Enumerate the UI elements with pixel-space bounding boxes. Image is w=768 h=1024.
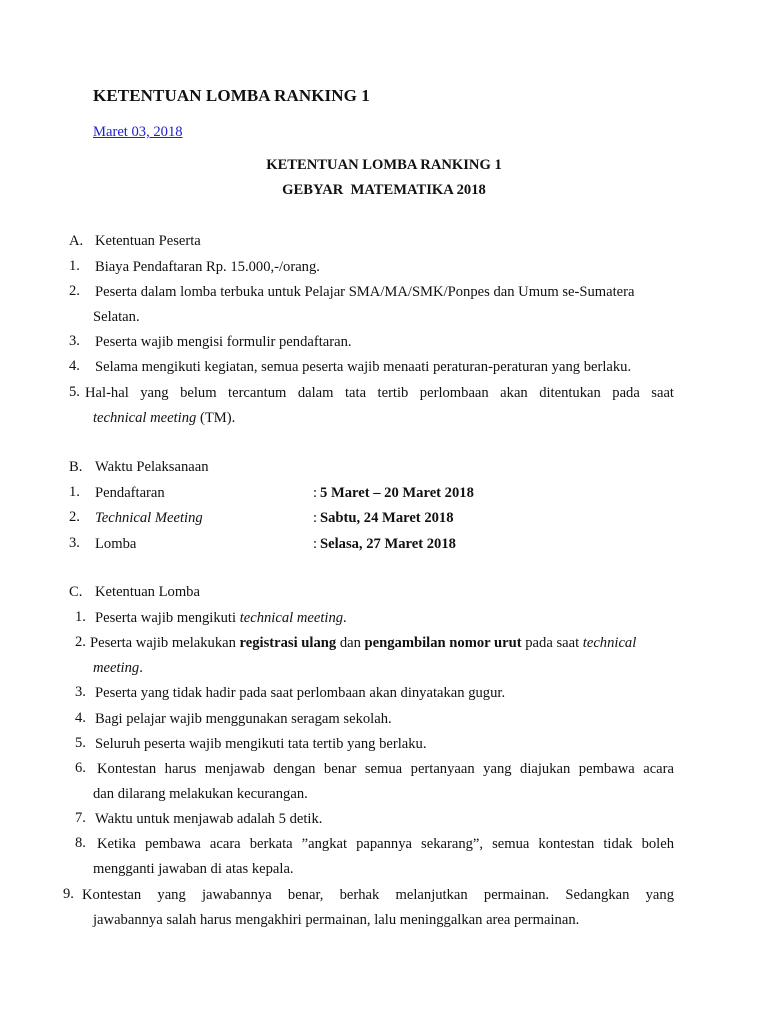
rule-2-num: 2. (75, 634, 86, 650)
schedule-row-1-num: 1. (69, 484, 80, 500)
schedule-row-2-sep: : (313, 510, 321, 526)
section-a-item-5-num: 5. (69, 384, 80, 400)
rule-6-text-cont: dan dilarang melakukan kecurangan. (93, 786, 308, 802)
rule-3-num: 3. (75, 684, 86, 700)
rule-2-text-cont (93, 659, 143, 677)
rule-2-text (90, 634, 674, 652)
schedule-row-2-num: 2. (69, 509, 80, 525)
schedule-row-3-num: 3. (69, 535, 80, 551)
rule-9-num: 9. (63, 886, 74, 902)
rule-2-end: . (139, 660, 143, 676)
rule-8-text-cont: mengganti jawaban di atas kepala. (93, 861, 294, 877)
section-a-item-3-text: Peserta wajib mengisi formulir pendaftaran. (95, 334, 352, 350)
schedule-row-1-label: Pendaftaran (95, 485, 165, 501)
rule-5-text: Seluruh peserta wajib mengikuti tata tertib yang berlaku. (95, 736, 427, 752)
rule-4-text: Bagi pelajar wajib menggunakan seragam sekolah. (95, 711, 392, 727)
rule-2-bold-1: registrasi ulang (239, 635, 337, 651)
section-a-item-1-text: Biaya Pendaftaran Rp. 15.000,-/orang. (95, 259, 320, 275)
section-b-marker: B. (69, 459, 83, 475)
rule-1-end: . (343, 610, 347, 626)
rule-6-num: 6. (75, 760, 86, 776)
schedule-row-3-value: Selasa, 27 Maret 2018 (320, 536, 456, 552)
rule-2-italic-2: meeting (93, 660, 140, 676)
schedule-row-2-label: Technical Meeting (95, 510, 203, 526)
rule-1-text (95, 609, 347, 627)
rule-2-italic-1: technical (582, 635, 637, 651)
section-a-marker: A. (69, 233, 84, 249)
heading-line-1: KETENTUAN LOMBA RANKING 1 (266, 157, 502, 173)
rule-2-part-1: Peserta wajib melakukan (90, 635, 240, 651)
section-a-item-4-text: Selama mengikuti kegiatan, semua peserta wajib menaati peraturan-peraturan yang berlaku. (95, 359, 632, 375)
rule-7-text: Waktu untuk menjawab adalah 5 detik. (95, 811, 323, 827)
tm-suffix: (TM). (196, 410, 236, 426)
section-a-item-3-num: 3. (69, 333, 80, 349)
rule-9-text-cont: jawabannya salah harus mengakhiri permainan, lalu meninggalkan area permainan. (93, 912, 580, 928)
rule-7-num: 7. (75, 810, 86, 826)
schedule-row-2-value: Sabtu, 24 Maret 2018 (320, 510, 454, 526)
rule-1-italic: technical meeting (239, 610, 344, 626)
rule-4-num: 4. (75, 710, 86, 726)
section-a-item-2-text-cont: Selatan. (93, 309, 140, 325)
rule-8-text: Ketika pembawa acara berkata ”angkat papannya sekarang”, semua kontestan tidak boleh (97, 836, 674, 852)
rule-3-text: Peserta yang tidak hadir pada saat perlombaan akan dinyatakan gugur. (95, 685, 506, 701)
section-a-item-2-text: Peserta dalam lomba terbuka untuk Pelajar SMA/MA/SMK/Ponpes dan Umum se-Sumatera (95, 284, 635, 300)
section-b-title: Waktu Pelaksanaan (95, 459, 209, 475)
rule-2-part-3: pada saat (521, 635, 583, 651)
section-a-item-4-num: 4. (69, 358, 80, 374)
rule-5-num: 5. (75, 735, 86, 751)
rule-2-part-2: dan (336, 635, 365, 651)
rule-8-num: 8. (75, 835, 86, 851)
section-a-title: Ketentuan Peserta (95, 233, 201, 249)
section-a-item-1-num: 1. (69, 258, 80, 274)
section-c-marker: C. (69, 584, 83, 600)
rule-9-text: Kontestan yang jawabannya benar, berhak melanjutkan permainan. Sedangkan yang (82, 887, 674, 903)
schedule-row-3-label: Lomba (95, 536, 137, 552)
rule-6-text: Kontestan harus menjawab dengan benar semua pertanyaan yang diajukan pembawa acara (97, 761, 674, 777)
section-c-title: Ketentuan Lomba (95, 584, 200, 600)
heading-line-2: GEBYAR MATEMATIKA 2018 (282, 182, 486, 198)
rule-2-line1 (90, 634, 636, 652)
schedule-row-3-sep: : (313, 536, 321, 552)
technical-meeting-term: technical meeting (93, 410, 197, 426)
section-a-item-5-text: Hal-hal yang belum tercantum dalam tata tertib perlombaan akan ditentukan pada saat (85, 385, 674, 401)
rule-2-bold-2: pengambilan nomor urut (364, 635, 522, 651)
document-title: KETENTUAN LOMBA RANKING 1 (93, 86, 370, 105)
section-a-item-5-text-cont (93, 409, 235, 427)
schedule-row-1-value: 5 Maret – 20 Maret 2018 (320, 485, 474, 501)
rule-1-num: 1. (75, 609, 86, 625)
section-a-item-2-num: 2. (69, 283, 80, 299)
post-date-link[interactable]: Maret 03, 2018 (93, 124, 183, 140)
rule-1-text-main: Peserta wajib mengikuti (95, 610, 240, 626)
schedule-row-1-sep: : (313, 485, 321, 501)
